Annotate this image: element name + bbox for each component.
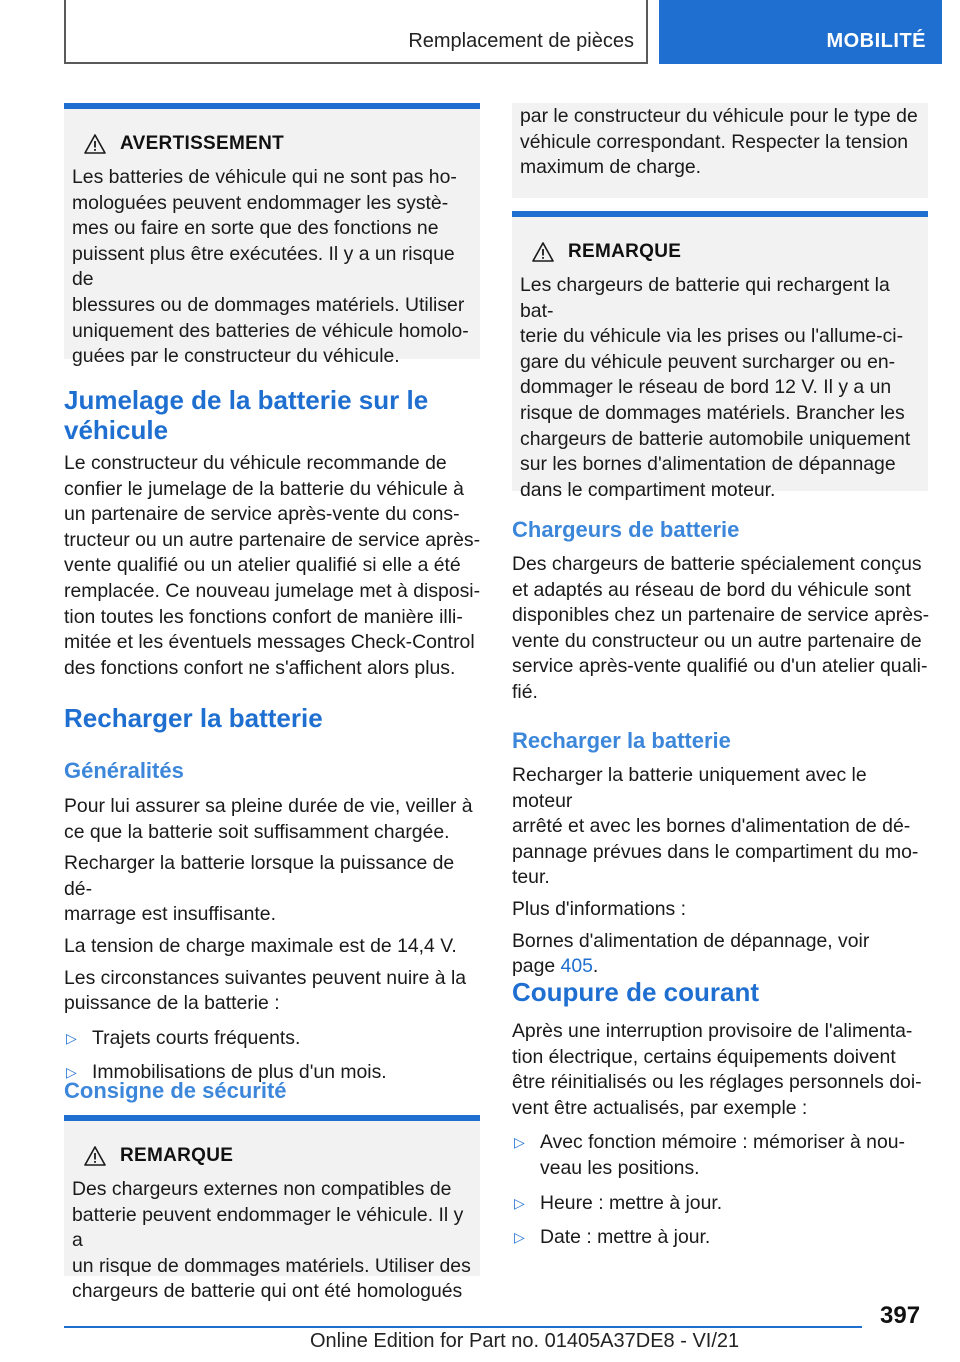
footer-edition: Online Edition for Part no. 01405A37DE8 - VI/21 <box>310 1330 740 1352</box>
heading-coupure: Coupure de courant <box>512 977 760 1007</box>
warning-box-bar <box>512 211 928 217</box>
list-item: ▷ Immobilisations de plus d'un mois. <box>66 1061 387 1084</box>
warning-box-avertissement <box>64 103 480 368</box>
warning-label: REMARQUE <box>568 241 682 262</box>
warning-text: Des chargeurs externes non compatibles de batterie peuvent endommager le véhicule. Il y a un risque de dommages matériels. Utiliser des chargeurs de batterie qui ont été homologués <box>72 1178 471 1303</box>
warning-box-bar <box>64 103 480 109</box>
paragraph-generalites: Pour lui assurer sa pleine durée de vie, veiller à ce que la batterie soit suffisamment chargée. Recharger la batterie lorsque la puissance de dé- marrage est insuffisante. La tension de charge maximale est de 14,4 V. Les circonstances suivantes peuvent nuire à la puissance de la batterie : ▷ Trajets courts fréquents. ▷ Immobilisations de plus d'un mois. <box>64 794 484 1086</box>
chapter-tab[interactable] <box>659 0 942 64</box>
chapter-tab-label: MOBILITÉ <box>826 30 926 52</box>
paragraph-recharger: Recharger la batterie uniquement avec le moteur arrêté et avec les bornes d'alimentation de dé- pannage prévues dans le compartiment du mo- teur. Plus d'informations : Bornes d'alimentation de dépannage, voir page 405. <box>512 764 919 978</box>
bullet-triangle-icon: ▷ <box>66 1064 77 1081</box>
warning-box-bar <box>64 1115 480 1121</box>
warning-header <box>520 237 920 267</box>
paragraph-jumelage: Le constructeur du véhicule recommande de confier le jumelage de la batterie du véhicule à un partenaire de service après-vente du cons- tructeur ou un autre partenaire de service après- vente qualifié ou un atelier qualifié si elle a été remplacée. Ce nouveau jumelage met à disposi- tion toutes les fonctions confort de manière illi- mitée et les éventuels messages Check-Control des fonctions confort ne s'affichent alors plus. <box>64 452 481 679</box>
list-item: ▷ Heure : mettre à jour. <box>514 1191 723 1214</box>
warning-header <box>72 129 472 159</box>
footer-divider <box>64 1326 862 1328</box>
bullet-triangle-icon: ▷ <box>514 1194 525 1211</box>
warning-box-remarque-chargeurs <box>512 211 928 501</box>
bullet-triangle-icon: ▷ <box>514 1134 525 1151</box>
list-item: ▷ Trajets courts fréquents. <box>66 1026 301 1049</box>
warning-box-remarque <box>64 1115 480 1303</box>
list-item: ▷ Avec fonction mémoire : mémoriser à nou- veau les positions. <box>514 1131 905 1179</box>
heading-generalites: Généralités <box>64 758 184 783</box>
header-frame <box>64 0 648 64</box>
heading-consigne: Consigne de sécurité <box>64 1078 287 1103</box>
warning-box-continued <box>512 103 928 198</box>
warning-triangle-icon <box>84 134 106 154</box>
paragraph-chargeurs: Des chargeurs de batterie spécialement conçus et adaptés au réseau de bord du véhicule sont disponibles chez un partenaire de service après- vente du constructeur ou un autre partenaire de service après-vente qualifié ou d'un atelier quali- fié. <box>512 553 930 703</box>
warning-text: par le constructeur du véhicule pour le type de véhicule correspondant. Respecter la tension maximum de charge. <box>520 105 918 179</box>
warning-triangle-icon <box>532 242 554 262</box>
warning-label: REMARQUE <box>120 1145 234 1166</box>
bullet-triangle-icon: ▷ <box>66 1029 77 1046</box>
paragraph-coupure: Après une interruption provisoire de l'alimenta- tion électrique, certains équipements doivent être réinitialisés ou les réglages personnels doi- vent être actualisés, par exemple : ▷ Avec fonction mémoire : mémoriser à nou- veau les positions. ▷ Heure : mettre à jour. ▷ Date : mettre à jour. <box>512 1019 932 1251</box>
page-link-405[interactable]: 405 <box>560 955 593 978</box>
list-item: ▷ Date : mettre à jour. <box>514 1226 711 1249</box>
warning-triangle-icon <box>84 1146 106 1166</box>
page-number: 397 <box>880 1302 921 1329</box>
section-title: Remplacement de pièces <box>408 30 634 52</box>
heading-jumelage: Jumelage de la batterie sur le véhicule <box>64 385 429 445</box>
heading-recharger-2: Recharger la batterie <box>512 728 731 753</box>
warning-header <box>72 1141 472 1171</box>
warning-text: Les chargeurs de batterie qui rechargent la bat- terie du véhicule via les prises ou l'allume-ci- gare du véhicule peuvent surcharger ou en- dommager le réseau de bord 12 V. Il y a un risque de dommages matériels. Brancher les chargeurs de batterie automobile uniquement sur les bornes d'alimentation de dépannage dans le compartiment moteur. <box>520 274 911 501</box>
heading-recharger: Recharger la batterie <box>64 703 323 733</box>
bullet-triangle-icon: ▷ <box>514 1229 525 1246</box>
warning-text: Les batteries de véhicule qui ne sont pas ho- mologuées peuvent endommager les systè- mes ou faire en sorte que des fonctions ne puissent plus être exécutées. Il y a un risque de blessures ou de dommages matériels. Utiliser uniquement des batteries de véhicule homolo- guées par le constructeur du véhicule. <box>72 166 469 368</box>
warning-label: AVERTISSEMENT <box>120 133 285 154</box>
heading-chargeurs: Chargeurs de batterie <box>512 517 740 542</box>
